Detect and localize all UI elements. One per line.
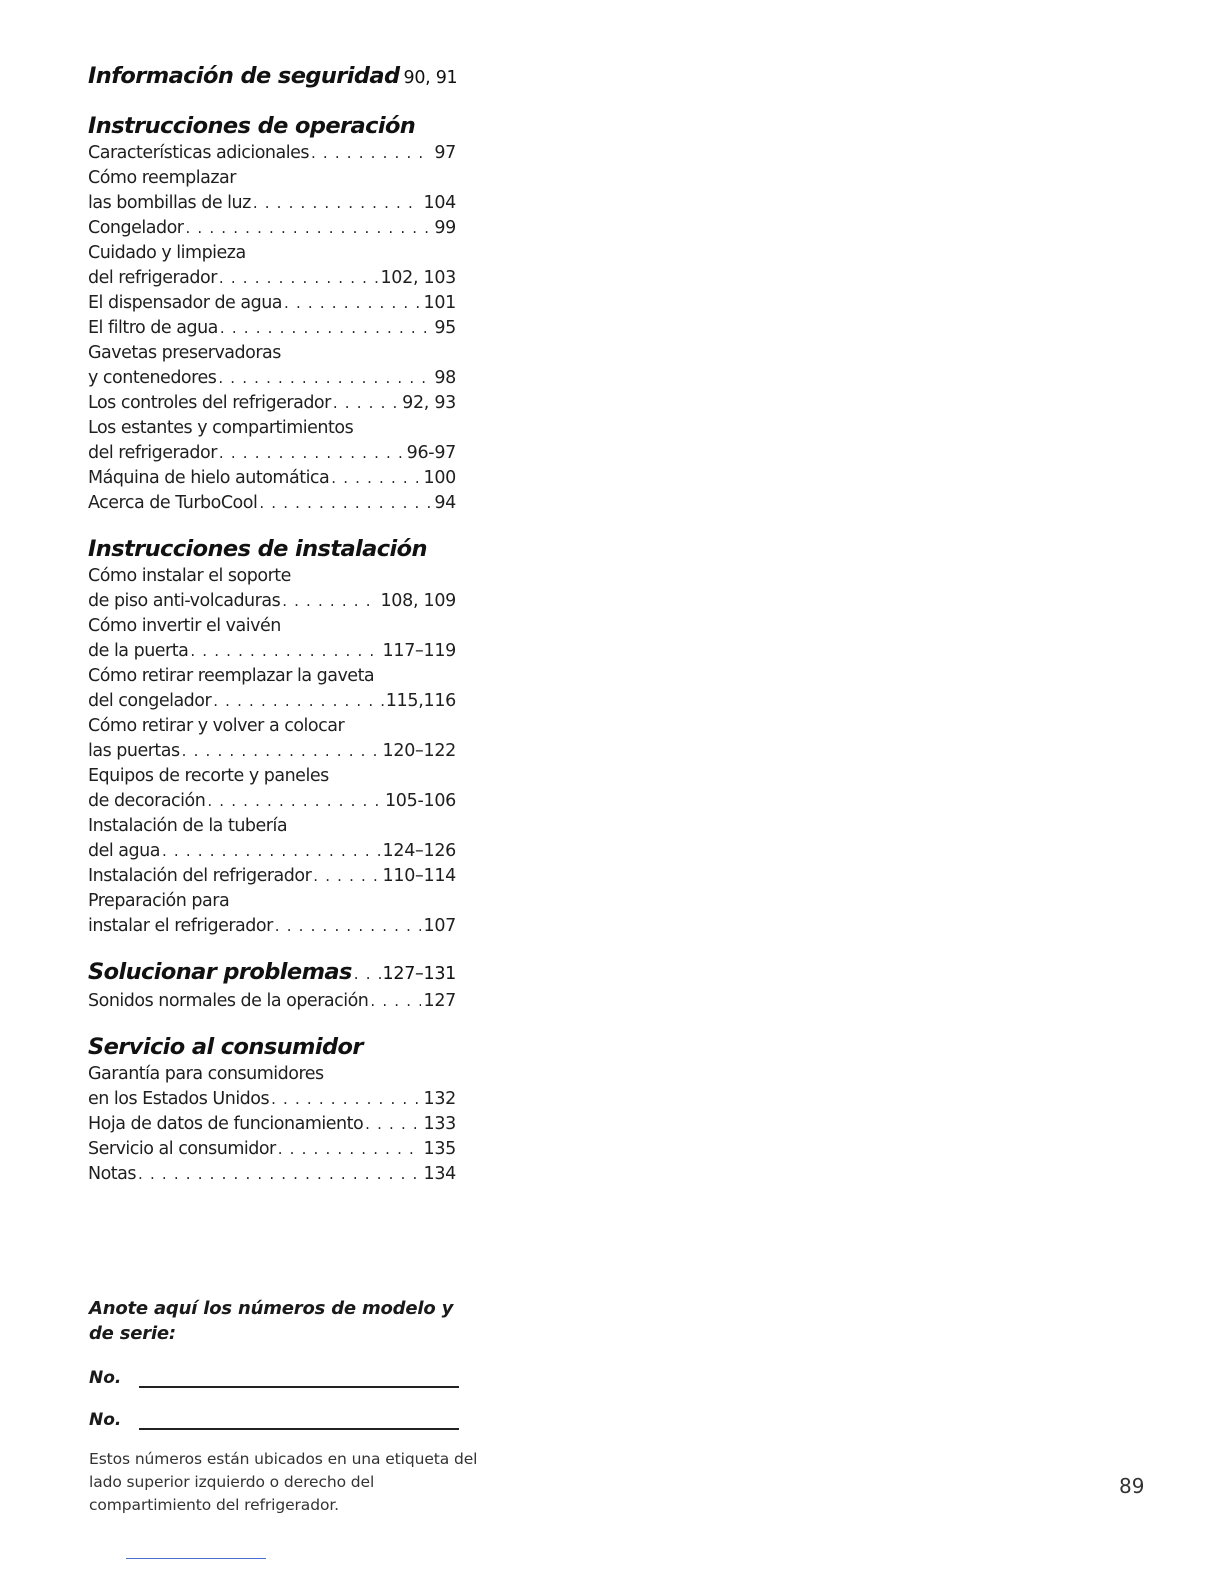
entry-text: instalar el refrigerador	[88, 916, 273, 936]
toc-entry	[88, 989, 456, 1014]
dot-leader	[219, 266, 379, 291]
dot-leader	[370, 989, 421, 1014]
toc-entry	[88, 141, 456, 166]
entry-text: Máquina de hielo automática	[88, 468, 330, 488]
dot-leader	[213, 689, 384, 714]
entry-text: El filtro de agua	[88, 318, 218, 338]
dot-leader	[186, 216, 433, 241]
toc-entry	[88, 914, 456, 939]
toc-entry	[88, 341, 456, 366]
dot-leader	[278, 1137, 422, 1162]
entry-text: Cómo reemplazar	[88, 168, 236, 188]
section-heading	[88, 958, 456, 989]
entry-page-ref: 92, 93	[402, 393, 456, 413]
toc-entry	[88, 241, 456, 266]
section-heading	[88, 62, 456, 93]
entry-text: del congelador	[88, 691, 212, 711]
toc-entry	[88, 614, 456, 639]
toc-entry	[88, 366, 456, 391]
entry-page-ref: 117–119	[382, 641, 456, 661]
entry-page-ref: 132	[423, 1089, 456, 1109]
entry-text: en los Estados Unidos	[88, 1089, 270, 1109]
toc-section	[88, 1033, 456, 1187]
entry-page-ref: 120–122	[382, 741, 456, 761]
section-title: Instrucciones de instalación	[88, 536, 427, 562]
toc-section	[88, 535, 456, 939]
serial-number-label: No.	[89, 1410, 122, 1430]
entry-text: de piso anti-volcaduras	[88, 591, 281, 611]
dot-leader	[275, 914, 422, 939]
entry-text: El dispensador de agua	[88, 293, 283, 313]
entry-page-ref: 98	[434, 368, 456, 388]
entry-text: Acerca de TurboCool	[88, 493, 258, 513]
entry-text: Equipos de recorte y paneles	[88, 766, 329, 786]
toc-entry	[88, 166, 456, 191]
model-number-blank	[139, 1366, 459, 1388]
toc-entry	[88, 1137, 456, 1162]
section-title: Solucionar problemas	[88, 959, 352, 985]
toc-entry	[88, 889, 456, 914]
entry-text: Hoja de datos de funcionamiento	[88, 1114, 364, 1134]
dot-leader	[162, 839, 381, 864]
entry-text: Cómo invertir el vaivén	[88, 616, 281, 636]
toc-entry	[88, 416, 456, 441]
toc-entry	[88, 764, 456, 789]
section-heading	[88, 1033, 456, 1062]
entry-page-ref: 102, 103	[380, 268, 456, 288]
dot-leader	[253, 191, 422, 216]
toc-entry	[88, 1162, 456, 1187]
toc-entry	[88, 466, 456, 491]
toc-entry	[88, 316, 456, 341]
section-heading	[88, 112, 456, 141]
entry-page-ref: 133	[423, 1114, 456, 1134]
section-page-ref: 90, 91	[403, 68, 458, 88]
toc-entry	[88, 1112, 456, 1137]
entry-text: del agua	[88, 841, 160, 861]
entry-page-ref: 110–114	[382, 866, 456, 886]
toc-entry	[88, 689, 456, 714]
entry-page-ref: 94	[434, 493, 456, 513]
entry-page-ref: 134	[423, 1164, 456, 1184]
page-number: 89	[1119, 1474, 1145, 1498]
toc-entry	[88, 739, 456, 764]
toc-entry	[88, 1087, 456, 1112]
dot-leader	[284, 291, 421, 316]
entry-text: Cuidado y limpieza	[88, 243, 246, 263]
dot-leader	[331, 466, 421, 491]
entry-text: Servicio al consumidor	[88, 1139, 276, 1159]
entry-text: del refrigerador	[88, 268, 217, 288]
model-serial-record	[89, 1296, 489, 1517]
section-page-ref: 127–131	[382, 964, 456, 984]
dot-leader	[219, 441, 405, 466]
table-of-contents	[88, 62, 456, 1206]
entry-text: las puertas	[88, 741, 180, 761]
entry-page-ref: 101	[423, 293, 456, 313]
toc-entry	[88, 441, 456, 466]
entry-text: Cómo retirar reemplazar la gaveta	[88, 666, 375, 686]
entry-text: y contenedores	[88, 368, 217, 388]
entry-text: Congelador	[88, 218, 184, 238]
entry-text: Sonidos normales de la operación	[88, 991, 369, 1011]
entry-text: Preparación para	[88, 891, 230, 911]
entry-text: de la puerta	[88, 641, 189, 661]
dot-leader	[259, 491, 432, 516]
section-title: Servicio al consumidor	[88, 1034, 363, 1060]
toc-entry	[88, 639, 456, 664]
toc-entry	[88, 714, 456, 739]
serial-number-blank	[139, 1408, 459, 1430]
toc-entry	[88, 1062, 456, 1087]
toc-entry	[88, 491, 456, 516]
dot-leader	[271, 1087, 421, 1112]
dot-leader	[138, 1162, 421, 1187]
dot-leader	[354, 960, 381, 989]
dot-leader	[190, 639, 380, 664]
entry-text: Cómo instalar el soporte	[88, 566, 291, 586]
dot-leader	[218, 366, 432, 391]
entry-page-ref: 135	[423, 1139, 456, 1159]
entry-text: Cómo retirar y volver a colocar	[88, 716, 345, 736]
toc-entry	[88, 664, 456, 689]
entry-page-ref: 104	[423, 193, 456, 213]
entry-text: Instalación del refrigerador	[88, 866, 312, 886]
toc-entry	[88, 391, 456, 416]
entry-page-ref: 99	[434, 218, 456, 238]
toc-section	[88, 112, 456, 516]
entry-page-ref: 96-97	[406, 443, 456, 463]
toc-entry	[88, 216, 456, 241]
toc-entry	[88, 839, 456, 864]
toc-section	[88, 62, 456, 93]
entry-text: Gavetas preservadoras	[88, 343, 281, 363]
record-note: Estos números están ubicados en una etiqueta del lado superior izquierdo o derecho del compartimiento del refrigerador.	[89, 1450, 478, 1514]
entry-text: Características adicionales	[88, 143, 309, 163]
toc-section	[88, 958, 456, 1014]
entry-text: Los estantes y compartimientos	[88, 418, 354, 438]
entry-text: Los controles del refrigerador	[88, 393, 331, 413]
entry-page-ref: 127	[423, 991, 456, 1011]
section-title: Información de seguridad	[88, 63, 400, 89]
dot-leader	[220, 316, 432, 341]
entry-page-ref: 115,116	[385, 691, 456, 711]
dot-leader	[365, 1112, 421, 1137]
footer-rule	[126, 1558, 266, 1559]
dot-leader	[333, 391, 400, 416]
toc-entry	[88, 589, 456, 614]
toc-entry	[88, 789, 456, 814]
dot-leader	[207, 789, 383, 814]
toc-entry	[88, 291, 456, 316]
entry-page-ref: 105-106	[384, 791, 456, 811]
entry-text: del refrigerador	[88, 443, 217, 463]
model-number-row	[89, 1364, 489, 1388]
dot-leader	[311, 141, 432, 166]
record-heading: Anote aquí los números de modelo y de serie:	[89, 1298, 454, 1344]
entry-page-ref: 107	[423, 916, 456, 936]
section-title: Instrucciones de operación	[88, 113, 416, 139]
dot-leader	[182, 739, 381, 764]
toc-entry	[88, 266, 456, 291]
serial-number-row	[89, 1406, 489, 1430]
toc-entry	[88, 864, 456, 889]
toc-entry	[88, 814, 456, 839]
toc-entry	[88, 191, 456, 216]
toc-entry	[88, 564, 456, 589]
entry-page-ref: 100	[423, 468, 456, 488]
entry-text: las bombillas de luz	[88, 193, 251, 213]
entry-page-ref: 108, 109	[380, 591, 456, 611]
entry-page-ref: 124–126	[382, 841, 456, 861]
dot-leader	[313, 864, 380, 889]
section-heading	[88, 535, 456, 564]
entry-page-ref: 97	[434, 143, 456, 163]
dot-leader	[282, 589, 378, 614]
entry-text: de decoración	[88, 791, 206, 811]
entry-page-ref: 95	[434, 318, 456, 338]
entry-text: Instalación de la tubería	[88, 816, 288, 836]
entry-text: Garantía para consumidores	[88, 1064, 324, 1084]
entry-text: Notas	[88, 1164, 137, 1184]
model-number-label: No.	[89, 1368, 122, 1388]
